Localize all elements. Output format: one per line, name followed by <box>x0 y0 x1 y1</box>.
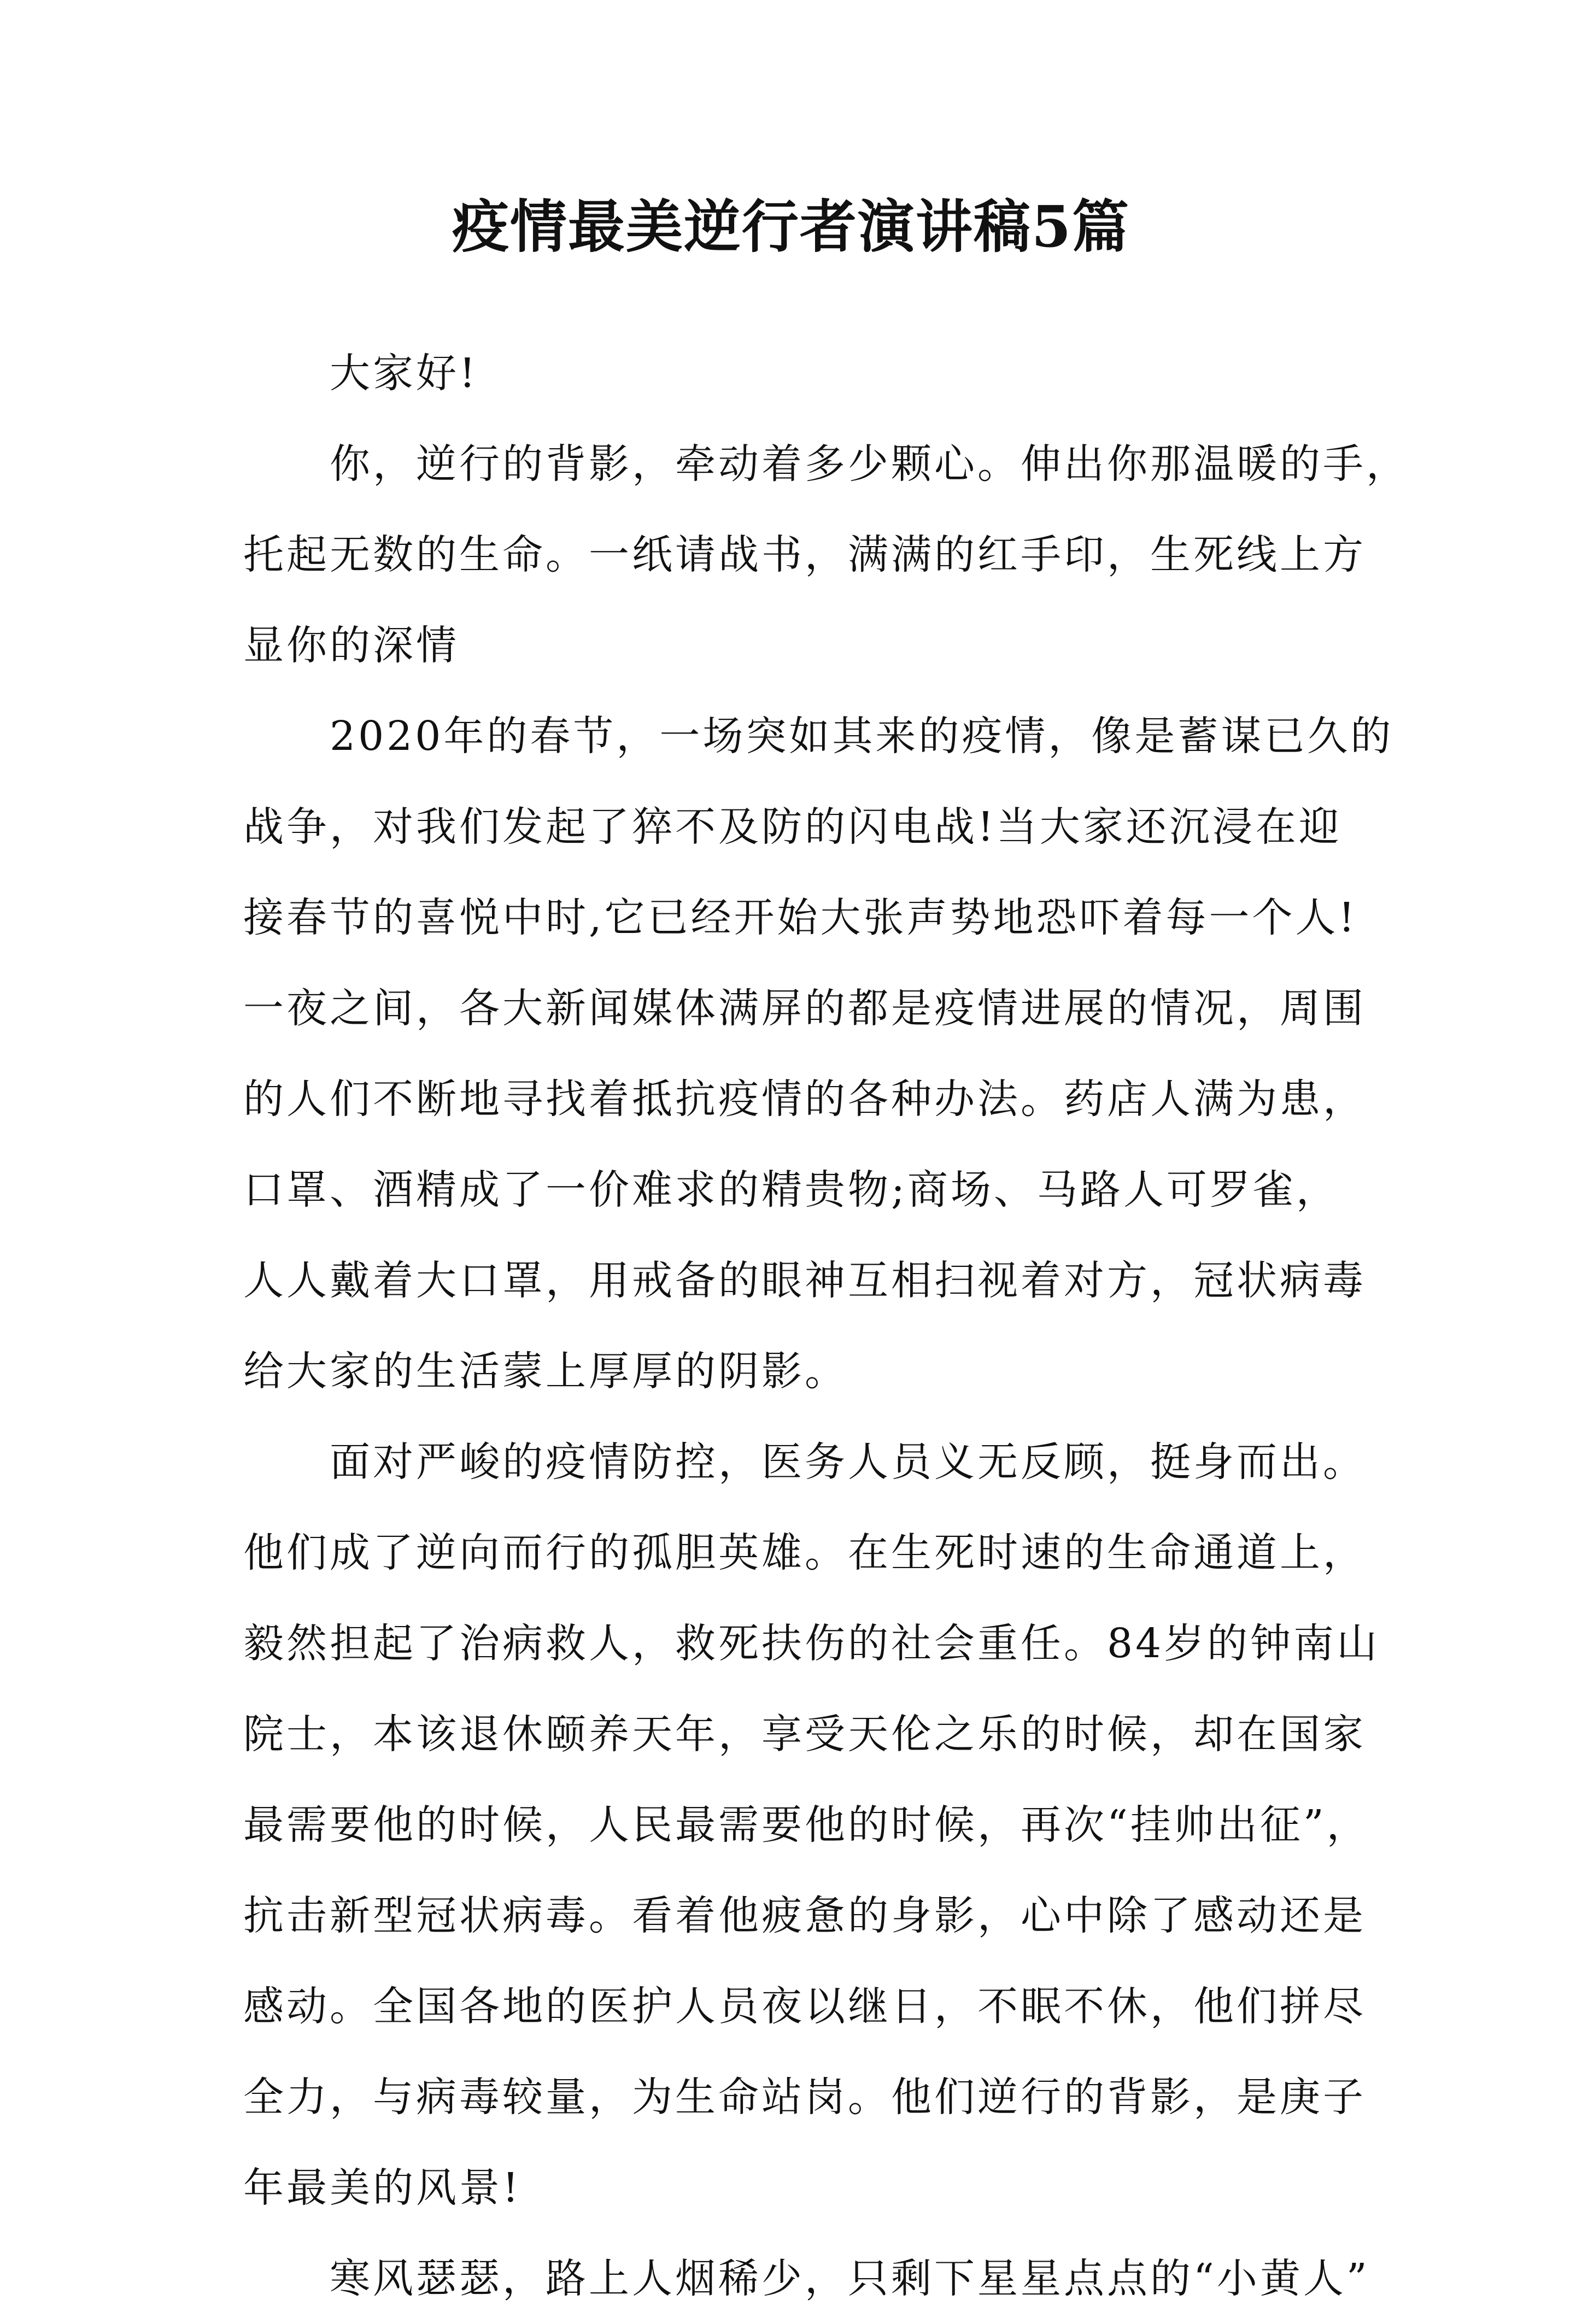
body-line: 大家好! <box>330 350 478 397</box>
body-line: 抗击新型冠状病毒。看着他疲惫的身影，心中除了感动还是 <box>243 1892 1366 1939</box>
body-line: 年最美的风景! <box>243 2164 522 2211</box>
body-line: 托起无数的生命。一纸请战书，满满的红手印，生死线上方 <box>243 531 1366 578</box>
body-line: 战争，对我们发起了猝不及防的闪电战!当大家还沉浸在迎 <box>243 803 1342 850</box>
body-line: 一夜之间，各大新闻媒体满屏的都是疫情进展的情况，周围 <box>243 985 1366 1032</box>
body-line: 他们成了逆向而行的孤胆英雄。在生死时速的生命通道上， <box>243 1529 1366 1576</box>
body-line: 寒风瑟瑟，路上人烟稀少，只剩下星星点点的“小黄人” <box>330 2255 1370 2302</box>
body-line: 全力，与病毒较量，为生命站岗。他们逆行的背影，是庚子 <box>243 2074 1366 2121</box>
body-line: 给大家的生活蒙上厚厚的阴影。 <box>243 1348 848 1395</box>
body-line: 2020年的春节，一场突如其来的疫情，像是蓄谋已久的 <box>330 713 1394 760</box>
body-line: 毅然担起了治病救人，救死扶伤的社会重任。84岁的钟南山 <box>243 1620 1380 1667</box>
body-line: 口罩、酒精成了一价难求的精贵物;商场、马路人可罗雀， <box>243 1166 1339 1213</box>
body-line: 显你的深情 <box>243 622 459 669</box>
body-line: 接春节的喜悦中时,它已经开始大张声势地恐吓着每一个人! <box>243 894 1358 941</box>
body-line: 的人们不断地寻找着抵抗疫情的各种办法。药店人满为患， <box>243 1076 1366 1123</box>
body-line: 面对严峻的疫情防控，医务人员义无反顾，挺身而出。 <box>330 1439 1366 1486</box>
body-line: 人人戴着大口罩，用戒备的眼神互相扫视着对方，冠状病毒 <box>243 1257 1366 1304</box>
body-line: 感动。全国各地的医护人员夜以继日，不眠不休，他们拼尽 <box>243 1983 1366 2030</box>
document-body <box>243 328 1409 2324</box>
body-line: 最需要他的时候，人民最需要他的时候，再次“挂帅出征”， <box>243 1801 1370 1848</box>
document-title: 疫情最美逆行者演讲稿5篇 <box>452 193 1130 260</box>
body-line: 院士，本该退休颐养天年，享受天伦之乐的时候，却在国家 <box>243 1711 1366 1758</box>
body-line: 你，逆行的背影，牵动着多少颗心。伸出你那温暖的手， <box>330 441 1409 488</box>
